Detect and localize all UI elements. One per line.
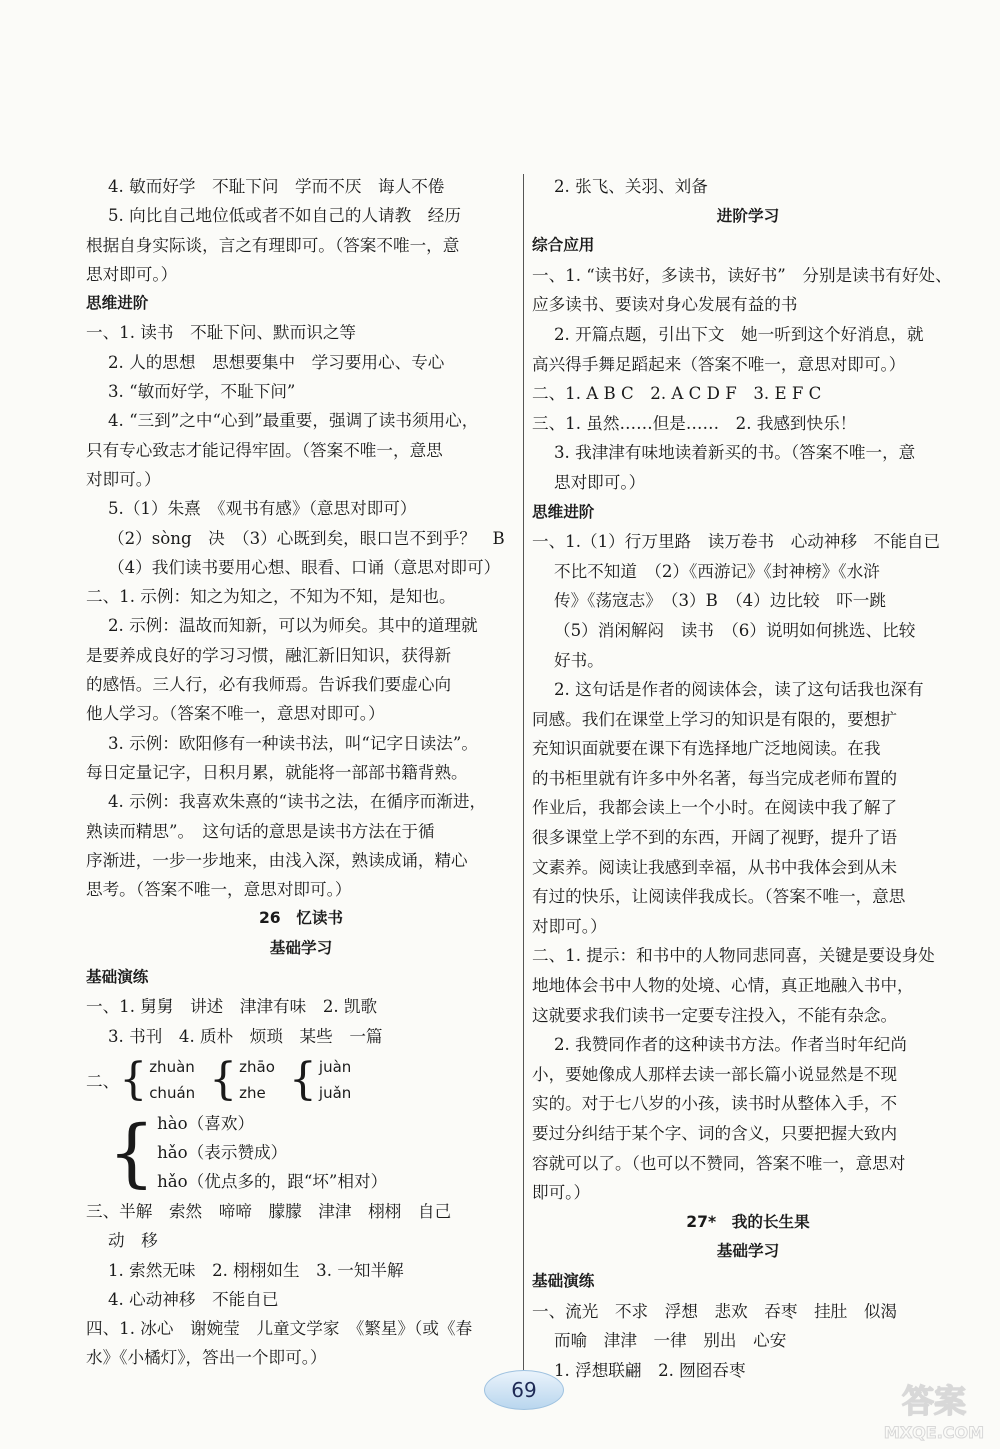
- text-line: （4）我们读书要用心想、眼看、口诵（意思对即可）: [108, 557, 501, 577]
- text-line: 2. 张飞、关羽、刘备: [554, 177, 708, 196]
- hao-item: hǎo（表示赞成）: [157, 1143, 288, 1163]
- text-line: 5. 向比自己地位低或者不如自己的人请教 经历: [108, 206, 461, 226]
- text-line: 思对即可。）: [554, 472, 646, 492]
- text-line: 对即可。）: [86, 469, 161, 489]
- text-line: 一、1. 舅舅 讲述 津津有味 2. 凯歌: [86, 997, 378, 1017]
- text-line: 2. 我赞同作者的这种读书方法。作者当时年纪尚: [554, 1035, 907, 1055]
- text-line: 1. 浮想联翩 2. 囫囵吞枣: [554, 1360, 746, 1380]
- pinyin-text: juǎn: [318, 1083, 352, 1102]
- page-number: 69: [484, 1370, 564, 1410]
- text-line: 2. 这句话是作者的阅读体会，读了这句话我也深有: [554, 680, 924, 700]
- brace-icon: {: [288, 1053, 317, 1105]
- text-line: （5）消闲解闷 读书 （6）说明如何挑选、比较: [554, 620, 916, 640]
- pinyin-pair-3: [319, 1054, 351, 1106]
- text-line: 好书。: [554, 650, 604, 670]
- text-line: 有过的快乐，让阅读伴我成长。（答案不唯一，意思: [532, 887, 906, 907]
- text-line: 容就可以了。（也可以不赞同，答案不唯一，意思对: [532, 1153, 906, 1173]
- text-line: 应多读书、要读对身心发展有益的书: [532, 295, 798, 315]
- brace-icon: {: [108, 1109, 156, 1196]
- text-line: 3. 示例：欧阳修有一种读书法，叫“记字日读法”。: [108, 733, 478, 753]
- watermark-url: MXQE.COM: [883, 1423, 985, 1442]
- text-line: 3. “敏而好学，不耻下问”: [108, 382, 296, 402]
- text-line: 的感悟。三人行，必有我师焉。告诉我们要虚心向: [86, 675, 452, 695]
- text-line: 一、1.（1）行万里路 读万卷书 心动神移 不能自已: [532, 532, 941, 552]
- section-heading: 26 忆读书: [258, 909, 344, 928]
- text-line: 的书柜里就有许多中外名著，每当完成老师布置的: [532, 768, 898, 788]
- section-heading: 进阶学习: [716, 206, 780, 225]
- text-line: 小，要她像成人那样去读一部长篇小说显然是不现: [532, 1064, 898, 1084]
- text-line: 作业后，我都会读上一个小时。在阅读中我了解了: [532, 798, 898, 818]
- left-column: [86, 172, 516, 1373]
- text-line: 二、1. 示例：知之为知之，不知为不知，是知也。: [86, 587, 456, 607]
- text-line: 思考。（答案不唯一，意思对即可。）: [86, 880, 352, 900]
- pinyin-text: chuán: [149, 1083, 196, 1102]
- text-line: 文素养。阅读让我感到幸福，从书中我体会到从未: [532, 857, 898, 877]
- text-line: 水》《小橘灯》，答出一个即可。）: [86, 1348, 327, 1368]
- text-line: （2）sòng 决 （3）心既到矣，眼口岂不到乎？ B: [108, 528, 505, 548]
- text-line: 2. 开篇点题，引出下文 她一听到这个好消息，就: [554, 324, 924, 344]
- pinyin-text: juàn: [318, 1057, 352, 1076]
- section-heading: 思维进阶: [86, 294, 149, 313]
- hao-item: hào（喜欢）: [157, 1114, 255, 1134]
- text-line: 每日定量记字，日积月累，就能将一部部书籍背熟。: [86, 762, 468, 782]
- section-heading: 基础学习: [716, 1242, 780, 1261]
- pinyin-text: zhe: [239, 1083, 266, 1102]
- text-line: 4. 示例：我喜欢朱熹的“读书之法，在循序而渐进，: [108, 792, 487, 812]
- text-line: 二、1. A B C 2. A C D F 3. E F C: [532, 384, 822, 404]
- text-line: 动 移: [108, 1231, 158, 1251]
- brace-icon: {: [209, 1053, 238, 1105]
- text-line: 三、半解 索然 啼啼 朦朦 津津 栩栩 自己: [86, 1201, 452, 1221]
- text-line: 三、1. 虽然……但是…… 2. 我感到快乐！: [532, 413, 857, 433]
- text-line: 3. 书刊 4. 质朴 烦琐 某些 一篇: [108, 1026, 383, 1046]
- text-line: 4. 敏而好学 不耻下问 学而不厌 诲人不倦: [108, 177, 445, 196]
- text-line: 传》《荡寇志》 （3）B （4）边比较 吓一跳: [554, 591, 886, 611]
- text-line: 5.（1）朱熹 《观书有感》（意思对即可）: [108, 499, 417, 519]
- pinyin-text: zhāo: [239, 1057, 275, 1076]
- text-line: 2. 人的思想 思想要集中 学习要用心、专心: [108, 352, 445, 372]
- column-divider: [523, 174, 524, 1370]
- section-heading: 思维进阶: [532, 502, 595, 521]
- text-line: 很多课堂上学不到的东西，开阔了视野，提升了语: [532, 828, 898, 848]
- text-line: 只有专心致志才能记得牢固。（答案不唯一，意思: [86, 440, 443, 460]
- left-lines-continued: [86, 1197, 516, 1373]
- text-line: 他人学习。（答案不唯一，意思对即可。）: [86, 704, 385, 724]
- text-line: 熟读而精思”。 这句话的意思是读书方法在于循: [86, 821, 435, 841]
- hao-item: hǎo（优点多的，跟“坏”相对）: [157, 1172, 388, 1192]
- hao-list: [157, 1109, 387, 1196]
- text-line: 而喻 津津 一律 别出 心安: [554, 1331, 787, 1351]
- text-line: 一、流光 不求 浮想 悲欢 吞枣 挂肚 似渴: [532, 1301, 898, 1321]
- pinyin-pair-2: [239, 1054, 275, 1106]
- section-heading: 基础演练: [86, 968, 149, 987]
- pinyin-label: 二、: [86, 1071, 120, 1091]
- right-column: [532, 172, 964, 1385]
- section-heading: 基础学习: [269, 938, 333, 957]
- text-line: 一、1. “读书好，多读书，读好书” 分别是读书有好处、: [532, 265, 952, 285]
- text-line: 二、1. 提示：和书中的人物同悲同喜，关键是要设身处: [532, 946, 935, 966]
- text-line: 根据自身实际谈，言之有理即可。（答案不唯一，意: [86, 235, 460, 255]
- text-line: 4. “三到”之中“心到”最重要，强调了读书须用心，: [108, 411, 479, 431]
- text-line: 不比不知道 （2）《西游记》《封神榜》《水浒: [554, 561, 880, 581]
- pinyin-row: [86, 1051, 516, 1109]
- hao-group: [86, 1109, 516, 1197]
- text-line: 要过分纠结于某个字、词的含义，只要把握大致内: [532, 1124, 898, 1143]
- text-line: 2. 示例：温故而知新，可以为师矣。其中的道理就: [108, 616, 478, 636]
- section-heading: 综合应用: [532, 236, 595, 255]
- watermark-logo: [876, 1372, 992, 1446]
- text-line: 这就要求我们读书一定要专注投入，不能有杂念。: [532, 1005, 898, 1025]
- text-line: 4. 心动神移 不能自已: [108, 1289, 279, 1309]
- text-line: 高兴得手舞足蹈起来（答案不唯一，意思对即可。）: [532, 354, 906, 374]
- right-lines: [532, 172, 964, 1385]
- text-line: 四、1. 冰心 谢婉莹 儿童文学家 《繁星》（或《春: [86, 1319, 473, 1339]
- text-line: 是要养成良好的学习习惯，融汇新旧知识，获得新: [86, 645, 452, 665]
- section-heading: 基础演练: [532, 1271, 595, 1290]
- left-lines: [86, 172, 516, 1051]
- brace-icon: {: [119, 1053, 148, 1105]
- watermark-text: 答案: [901, 1382, 967, 1420]
- pinyin-pair-1: [149, 1054, 195, 1106]
- text-line: 一、1. 读书 不耻下问、默而识之等: [86, 323, 357, 343]
- text-line: 1. 索然无味 2. 栩栩如生 3. 一知半解: [108, 1260, 404, 1280]
- text-line: 序渐进，一步一步地来，由浅入深，熟读成诵，精心: [86, 850, 468, 870]
- text-line: 同感。我们在课堂上学习的知识是有限的，要想扩: [532, 709, 898, 729]
- section-heading: 27* 我的长生果: [686, 1212, 810, 1231]
- pinyin-text: zhuàn: [149, 1057, 195, 1076]
- text-line: 思对即可。）: [86, 264, 178, 284]
- text-line: 充知识面就要在课下有选择地广泛地阅读。在我: [532, 739, 881, 759]
- text-line: 对即可。）: [532, 916, 607, 936]
- text-line: 地地体会书中人物的处境、心情，真正地融入书中，: [532, 976, 914, 996]
- text-line: 即可。）: [532, 1183, 591, 1203]
- text-line: 实的。对于七八岁的小孩，读书时从整体入手，不: [532, 1094, 898, 1114]
- text-line: 3. 我津津有味地读着新买的书。（答案不唯一，意: [554, 443, 916, 463]
